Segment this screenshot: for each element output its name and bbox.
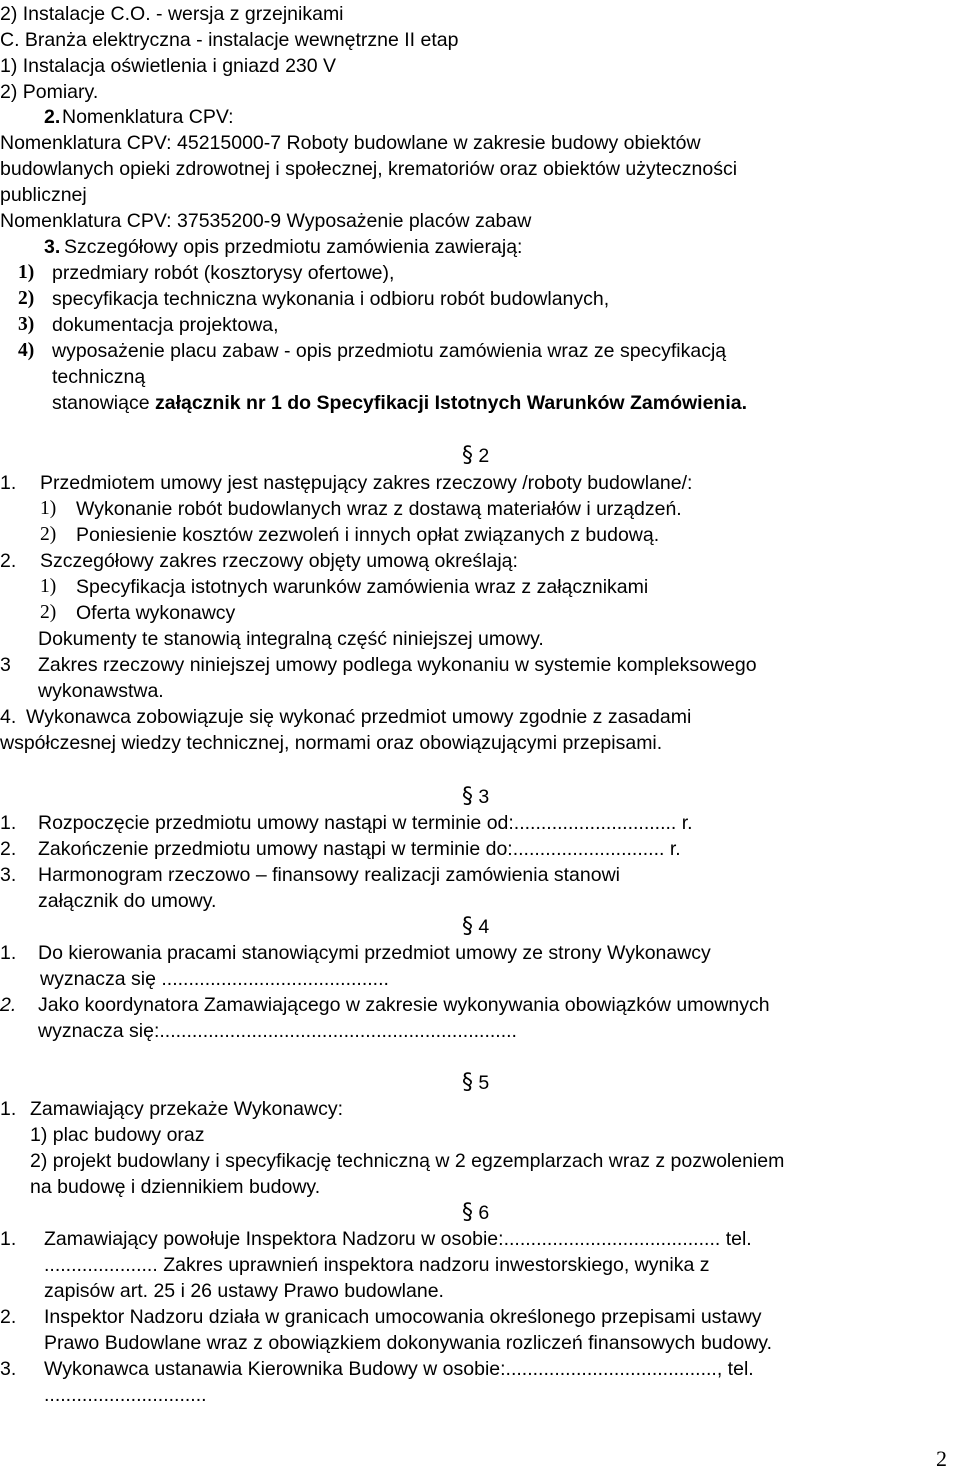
- text-line: Wykonawca ustanawia Kierownika Budowy w osobie:......................................., tel.: [44, 1358, 754, 1380]
- text-line: Nomenklatura CPV: 37535200-9 Wyposażenie placów zabaw: [0, 210, 532, 232]
- text-line: Wykonawca zobowiązuje się wykonać przedmiot umowy zgodnie z zasadami: [26, 706, 692, 728]
- text-line: 1) Instalacja oświetlenia i gniazd 230 V: [0, 55, 337, 77]
- text-line: Inspektor Nadzoru działa w granicach umocowania określonego przepisami ustawy: [44, 1306, 762, 1328]
- item-number: 2): [18, 288, 35, 309]
- item-number: 1.: [0, 942, 17, 964]
- section-number: 5: [478, 1072, 490, 1094]
- item-number: 1): [40, 576, 57, 597]
- section-symbol: §: [462, 1200, 473, 1225]
- section-heading: [462, 784, 489, 810]
- text-line: Szczegółowy zakres rzeczowy objęty umową określają:: [40, 550, 518, 572]
- section-symbol: §: [462, 443, 473, 468]
- text-line: ..............................: [44, 1384, 207, 1406]
- text-line: załącznik do umowy.: [38, 890, 217, 912]
- item-number: 2.: [0, 838, 17, 860]
- list-item: Wykonanie robót budowlanych wraz z dostawą materiałów i urządzeń.: [76, 498, 682, 520]
- item-number: 3.: [0, 864, 17, 886]
- text-line: budowlanych opieki zdrowotnej i społecznej, krematoriów oraz obiektów użyteczności: [0, 158, 738, 180]
- section-number: 6: [478, 1202, 490, 1224]
- text-line: ..................... Zakres uprawnień inspektora nadzoru inwestorskiego, wynika z: [44, 1254, 710, 1276]
- list-item: 1) plac budowy oraz: [30, 1124, 205, 1146]
- item-number: 4): [18, 340, 35, 361]
- item-number: 1.: [0, 1228, 17, 1250]
- text-line: Dokumenty te stanowią integralną część niniejszej umowy.: [38, 628, 544, 650]
- list-item: Oferta wykonawcy: [76, 602, 236, 624]
- item-number: 2.: [0, 994, 17, 1016]
- item-number: 2): [40, 524, 57, 545]
- item-number: 3.: [0, 1358, 17, 1380]
- text-line: [52, 390, 747, 416]
- list-item: przedmiary robót (kosztorysy ofertowe),: [52, 262, 395, 284]
- page-number: 2: [936, 1446, 947, 1471]
- item-number: 1.: [0, 812, 17, 834]
- item-number: 2.: [44, 106, 61, 128]
- item-number: 1.: [0, 472, 17, 494]
- item-number: 3): [18, 314, 35, 335]
- section-symbol: §: [462, 1070, 473, 1095]
- list-item: dokumentacja projektowa,: [52, 314, 279, 336]
- text-line: Zakres rzeczowy niniejszej umowy podlega wykonaniu w systemie kompleksowego: [38, 654, 757, 676]
- item-number: 1): [40, 498, 57, 519]
- item-number: 1.: [0, 1098, 17, 1120]
- text-line: Przedmiotem umowy jest następujący zakres rzeczowy /roboty budowlane/:: [40, 472, 693, 494]
- section-heading: [462, 914, 489, 940]
- text-line: Do kierowania pracami stanowiącymi przedmiot umowy ze strony Wykonawcy: [38, 942, 711, 964]
- item-number: 2.: [0, 1306, 17, 1328]
- text-line: Nomenklatura CPV:: [62, 106, 234, 128]
- list-item: Specyfikacja istotnych warunków zamówienia wraz z załącznikami: [76, 576, 649, 598]
- section-heading: [462, 1200, 489, 1226]
- list-item: specyfikacja techniczna wykonania i odbioru robót budowlanych,: [52, 288, 610, 310]
- list-item: wyposażenie placu zabaw - opis przedmiotu zamówienia wraz ze specyfikacją: [52, 340, 727, 362]
- list-item: 2) projekt budowlany i specyfikację techniczną w 2 egzemplarzach wraz z pozwoleniem: [30, 1150, 785, 1172]
- text-line: Harmonogram rzeczowo – finansowy realizacji zamówienia stanowi: [38, 864, 620, 886]
- text-line: Jako koordynatora Zamawiającego w zakresie wykonywania obowiązków umownych: [38, 994, 770, 1016]
- text-line: techniczną: [52, 366, 146, 388]
- text-line: C. Branża elektryczna - instalacje wewnętrzne II etap: [0, 29, 459, 51]
- text-line: Rozpoczęcie przedmiotu umowy nastąpi w terminie od:.............................. r.: [38, 812, 693, 834]
- text-line: na budowę i dziennikiem budowy.: [30, 1176, 321, 1198]
- section-symbol: §: [462, 784, 473, 809]
- item-number: 4.: [0, 706, 17, 728]
- section-heading: [462, 443, 489, 469]
- text-line: 2) Pomiary.: [0, 81, 99, 103]
- section-number: 2: [478, 445, 490, 467]
- item-number: 2): [40, 602, 57, 623]
- item-number: 3: [0, 654, 11, 676]
- text-line: wyznacza się ..........................................: [40, 968, 389, 990]
- section-number: 3: [478, 786, 490, 808]
- text-line: zapisów art. 25 i 26 ustawy Prawo budowlane.: [44, 1280, 444, 1302]
- text-line: Nomenklatura CPV: 45215000-7 Roboty budowlane w zakresie budowy obiektów: [0, 132, 701, 154]
- text-line: wyznacza się:..................................................................: [38, 1020, 517, 1042]
- text-line: Zamawiający powołuje Inspektora Nadzoru w osobie:........................................ tel.: [44, 1228, 752, 1250]
- section-symbol: §: [462, 914, 473, 939]
- section-number: 4: [478, 916, 490, 938]
- text-line: Prawo Budowlane wraz z obowiązkiem dokonywania rozliczeń finansowych budowy.: [44, 1332, 773, 1354]
- bold-text: załącznik nr 1 do Specyfikacji Istotnych Warunków Zamówienia.: [154, 392, 748, 414]
- item-number: 1): [18, 262, 35, 283]
- item-number: 2.: [0, 550, 17, 572]
- text-line: publicznej: [0, 184, 87, 206]
- text-span: stanowiące: [52, 392, 155, 414]
- item-number: 3.: [44, 236, 61, 258]
- text-line: współczesnej wiedzy technicznej, normami oraz obowiązującymi przepisami.: [0, 732, 663, 754]
- text-line: Zakończenie przedmiotu umowy nastąpi w terminie do:............................ r.: [38, 838, 681, 860]
- text-line: wykonawstwa.: [38, 680, 164, 702]
- text-line: Zamawiający przekaże Wykonawcy:: [30, 1098, 344, 1120]
- text-line: Szczegółowy opis przedmiotu zamówienia zawierają:: [64, 236, 523, 258]
- section-heading: [462, 1070, 489, 1096]
- list-item: Poniesienie kosztów zezwoleń i innych opłat związanych z budową.: [76, 524, 660, 546]
- text-line: 2) Instalacje C.O. - wersja z grzejnikami: [0, 3, 344, 25]
